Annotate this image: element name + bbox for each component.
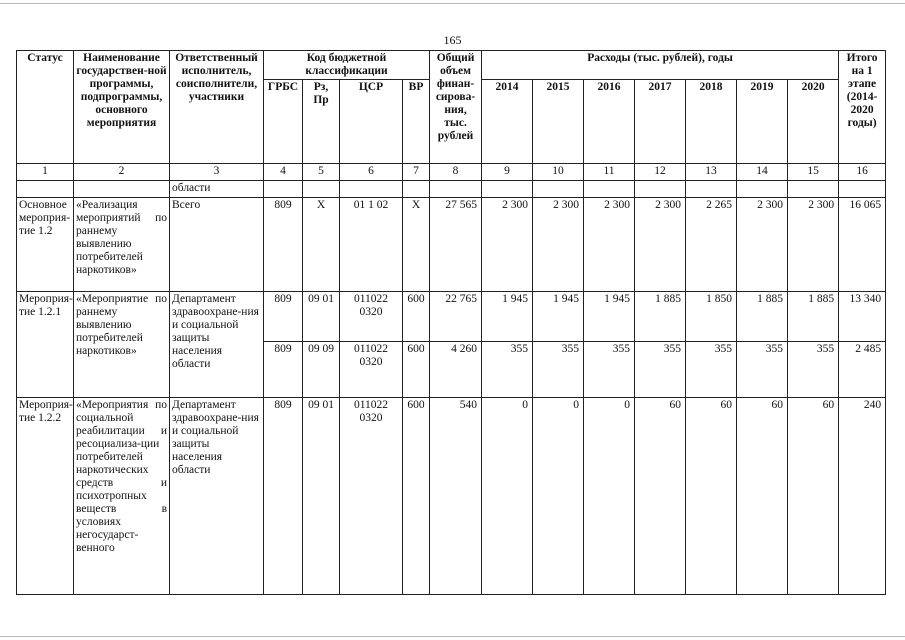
year-value-cell: 0 xyxy=(584,398,635,595)
table-row xyxy=(17,398,886,595)
executor-cell: Всего xyxy=(170,198,264,292)
column-number: 16 xyxy=(839,164,886,181)
column-number: 12 xyxy=(635,164,686,181)
grbs-cell: 809 xyxy=(264,198,303,292)
stage-total-cell: 2 485 xyxy=(839,342,886,398)
executor-cell: Департамент здравоохране-ния и социальной защиты населения области xyxy=(170,292,264,398)
csr-cell: 011022 0320 xyxy=(340,342,403,398)
column-number: 15 xyxy=(788,164,839,181)
header-year: 2014 xyxy=(482,80,533,164)
vr-cell: 600 xyxy=(403,398,430,595)
rz-pr-cell: 09 01 xyxy=(303,398,340,595)
year-value-cell: 355 xyxy=(737,342,788,398)
year-value-cell: 355 xyxy=(686,342,737,398)
rz-pr-cell: Х xyxy=(303,198,340,292)
total-cell: 540 xyxy=(430,398,482,595)
table-row xyxy=(17,292,886,342)
year-value-cell: 2 300 xyxy=(533,198,584,292)
status-cell: Мероприя-тие 1.2.2 xyxy=(17,398,74,595)
header-year: 2017 xyxy=(635,80,686,164)
year-value-cell: 1 885 xyxy=(788,292,839,342)
year-value-cell: 355 xyxy=(788,342,839,398)
vr-cell: 600 xyxy=(403,342,430,398)
program-name-cell: «Реализация мероприятий по раннему выявлению потребителей наркотиков» xyxy=(74,198,170,292)
header-grbs: ГРБС xyxy=(264,80,303,164)
year-value-cell: 355 xyxy=(635,342,686,398)
header-program-name: Наименование государствен-ной программы, подпрограммы, основного мероприятия xyxy=(74,51,170,164)
total-cell: 4 260 xyxy=(430,342,482,398)
column-number: 6 xyxy=(340,164,403,181)
table-row xyxy=(17,181,886,198)
grbs-cell: 809 xyxy=(264,292,303,342)
executor-cell: Департамент здравоохране-ния и социальной защиты населения области xyxy=(170,398,264,595)
year-value-cell: 2 300 xyxy=(635,198,686,292)
budget-table xyxy=(16,50,886,595)
year-value-cell: 60 xyxy=(635,398,686,595)
year-value-cell: 0 xyxy=(533,398,584,595)
year-value-cell: 1 885 xyxy=(635,292,686,342)
column-number-row xyxy=(17,164,886,181)
header-year: 2015 xyxy=(533,80,584,164)
vr-cell: Х xyxy=(403,198,430,292)
column-number: 2 xyxy=(74,164,170,181)
scan-edge-top xyxy=(0,3,905,4)
header-rz-pr: Рз, Пр xyxy=(303,80,340,164)
year-value-cell: 355 xyxy=(584,342,635,398)
scan-edge-bottom xyxy=(0,636,905,637)
rz-pr-cell: 09 09 xyxy=(303,342,340,398)
csr-cell: 011022 0320 xyxy=(340,398,403,595)
header-year: 2018 xyxy=(686,80,737,164)
header-year: 2016 xyxy=(584,80,635,164)
grbs-cell: 809 xyxy=(264,342,303,398)
column-number: 14 xyxy=(737,164,788,181)
year-value-cell: 1 945 xyxy=(482,292,533,342)
header-executor: Ответственный исполнитель, соисполнители, участники xyxy=(170,51,264,164)
column-number: 8 xyxy=(430,164,482,181)
column-number: 1 xyxy=(17,164,74,181)
column-number: 5 xyxy=(303,164,340,181)
stage-total-cell: 16 065 xyxy=(839,198,886,292)
year-value-cell: 1 945 xyxy=(533,292,584,342)
page-number: 165 xyxy=(443,33,462,47)
stage-total-cell: 13 340 xyxy=(839,292,886,342)
header-year: 2020 xyxy=(788,80,839,164)
column-number: 11 xyxy=(584,164,635,181)
year-value-cell: 355 xyxy=(533,342,584,398)
grbs-cell: 809 xyxy=(264,398,303,595)
header-csr: ЦСР xyxy=(340,80,403,164)
total-cell: 22 765 xyxy=(430,292,482,342)
column-number: 9 xyxy=(482,164,533,181)
year-value-cell: 1 945 xyxy=(584,292,635,342)
status-cell: Основное мероприя-тие 1.2 xyxy=(17,198,74,292)
column-number: 10 xyxy=(533,164,584,181)
csr-cell: 011022 0320 xyxy=(340,292,403,342)
header-year: 2019 xyxy=(737,80,788,164)
program-name-cell: «Мероприятия по социальной реабилитации и ресоциализа-ции потребителей наркотических средств и психотропных веществ в условиях негосударст-венного xyxy=(74,398,170,595)
status-cell: Мероприя-тие 1.2.1 xyxy=(17,292,74,398)
year-value-cell: 2 300 xyxy=(737,198,788,292)
year-value-cell: 60 xyxy=(686,398,737,595)
column-number: 7 xyxy=(403,164,430,181)
column-number: 4 xyxy=(264,164,303,181)
header-expenses: Расходы (тыс. рублей), годы xyxy=(482,51,839,80)
year-value-cell: 0 xyxy=(482,398,533,595)
header-budget-code: Код бюджетной классификации xyxy=(264,51,430,80)
year-value-cell: 60 xyxy=(737,398,788,595)
year-value-cell: 1 885 xyxy=(737,292,788,342)
column-number: 13 xyxy=(686,164,737,181)
csr-cell: 01 1 02 xyxy=(340,198,403,292)
rz-pr-cell: 09 01 xyxy=(303,292,340,342)
year-value-cell: 1 850 xyxy=(686,292,737,342)
column-number: 3 xyxy=(170,164,264,181)
header-status: Статус xyxy=(17,51,74,164)
year-value-cell: 60 xyxy=(788,398,839,595)
table-row xyxy=(17,198,886,292)
year-value-cell: 2 300 xyxy=(482,198,533,292)
total-cell: 27 565 xyxy=(430,198,482,292)
year-value-cell: 2 265 xyxy=(686,198,737,292)
stage-total-cell: 240 xyxy=(839,398,886,595)
header-total-volume: Общий объем финан-сирова-ния, тыс. рублей xyxy=(430,51,482,164)
header-vr: ВР xyxy=(403,80,430,164)
year-value-cell: 355 xyxy=(482,342,533,398)
year-value-cell: 2 300 xyxy=(788,198,839,292)
header-stage-total: Итого на 1 этапе (2014-2020 годы) xyxy=(839,51,886,164)
executor-cell: области xyxy=(170,181,264,198)
year-value-cell: 2 300 xyxy=(584,198,635,292)
vr-cell: 600 xyxy=(403,292,430,342)
program-name-cell: «Мероприятие по раннему выявлению потребителей наркотиков» xyxy=(74,292,170,398)
